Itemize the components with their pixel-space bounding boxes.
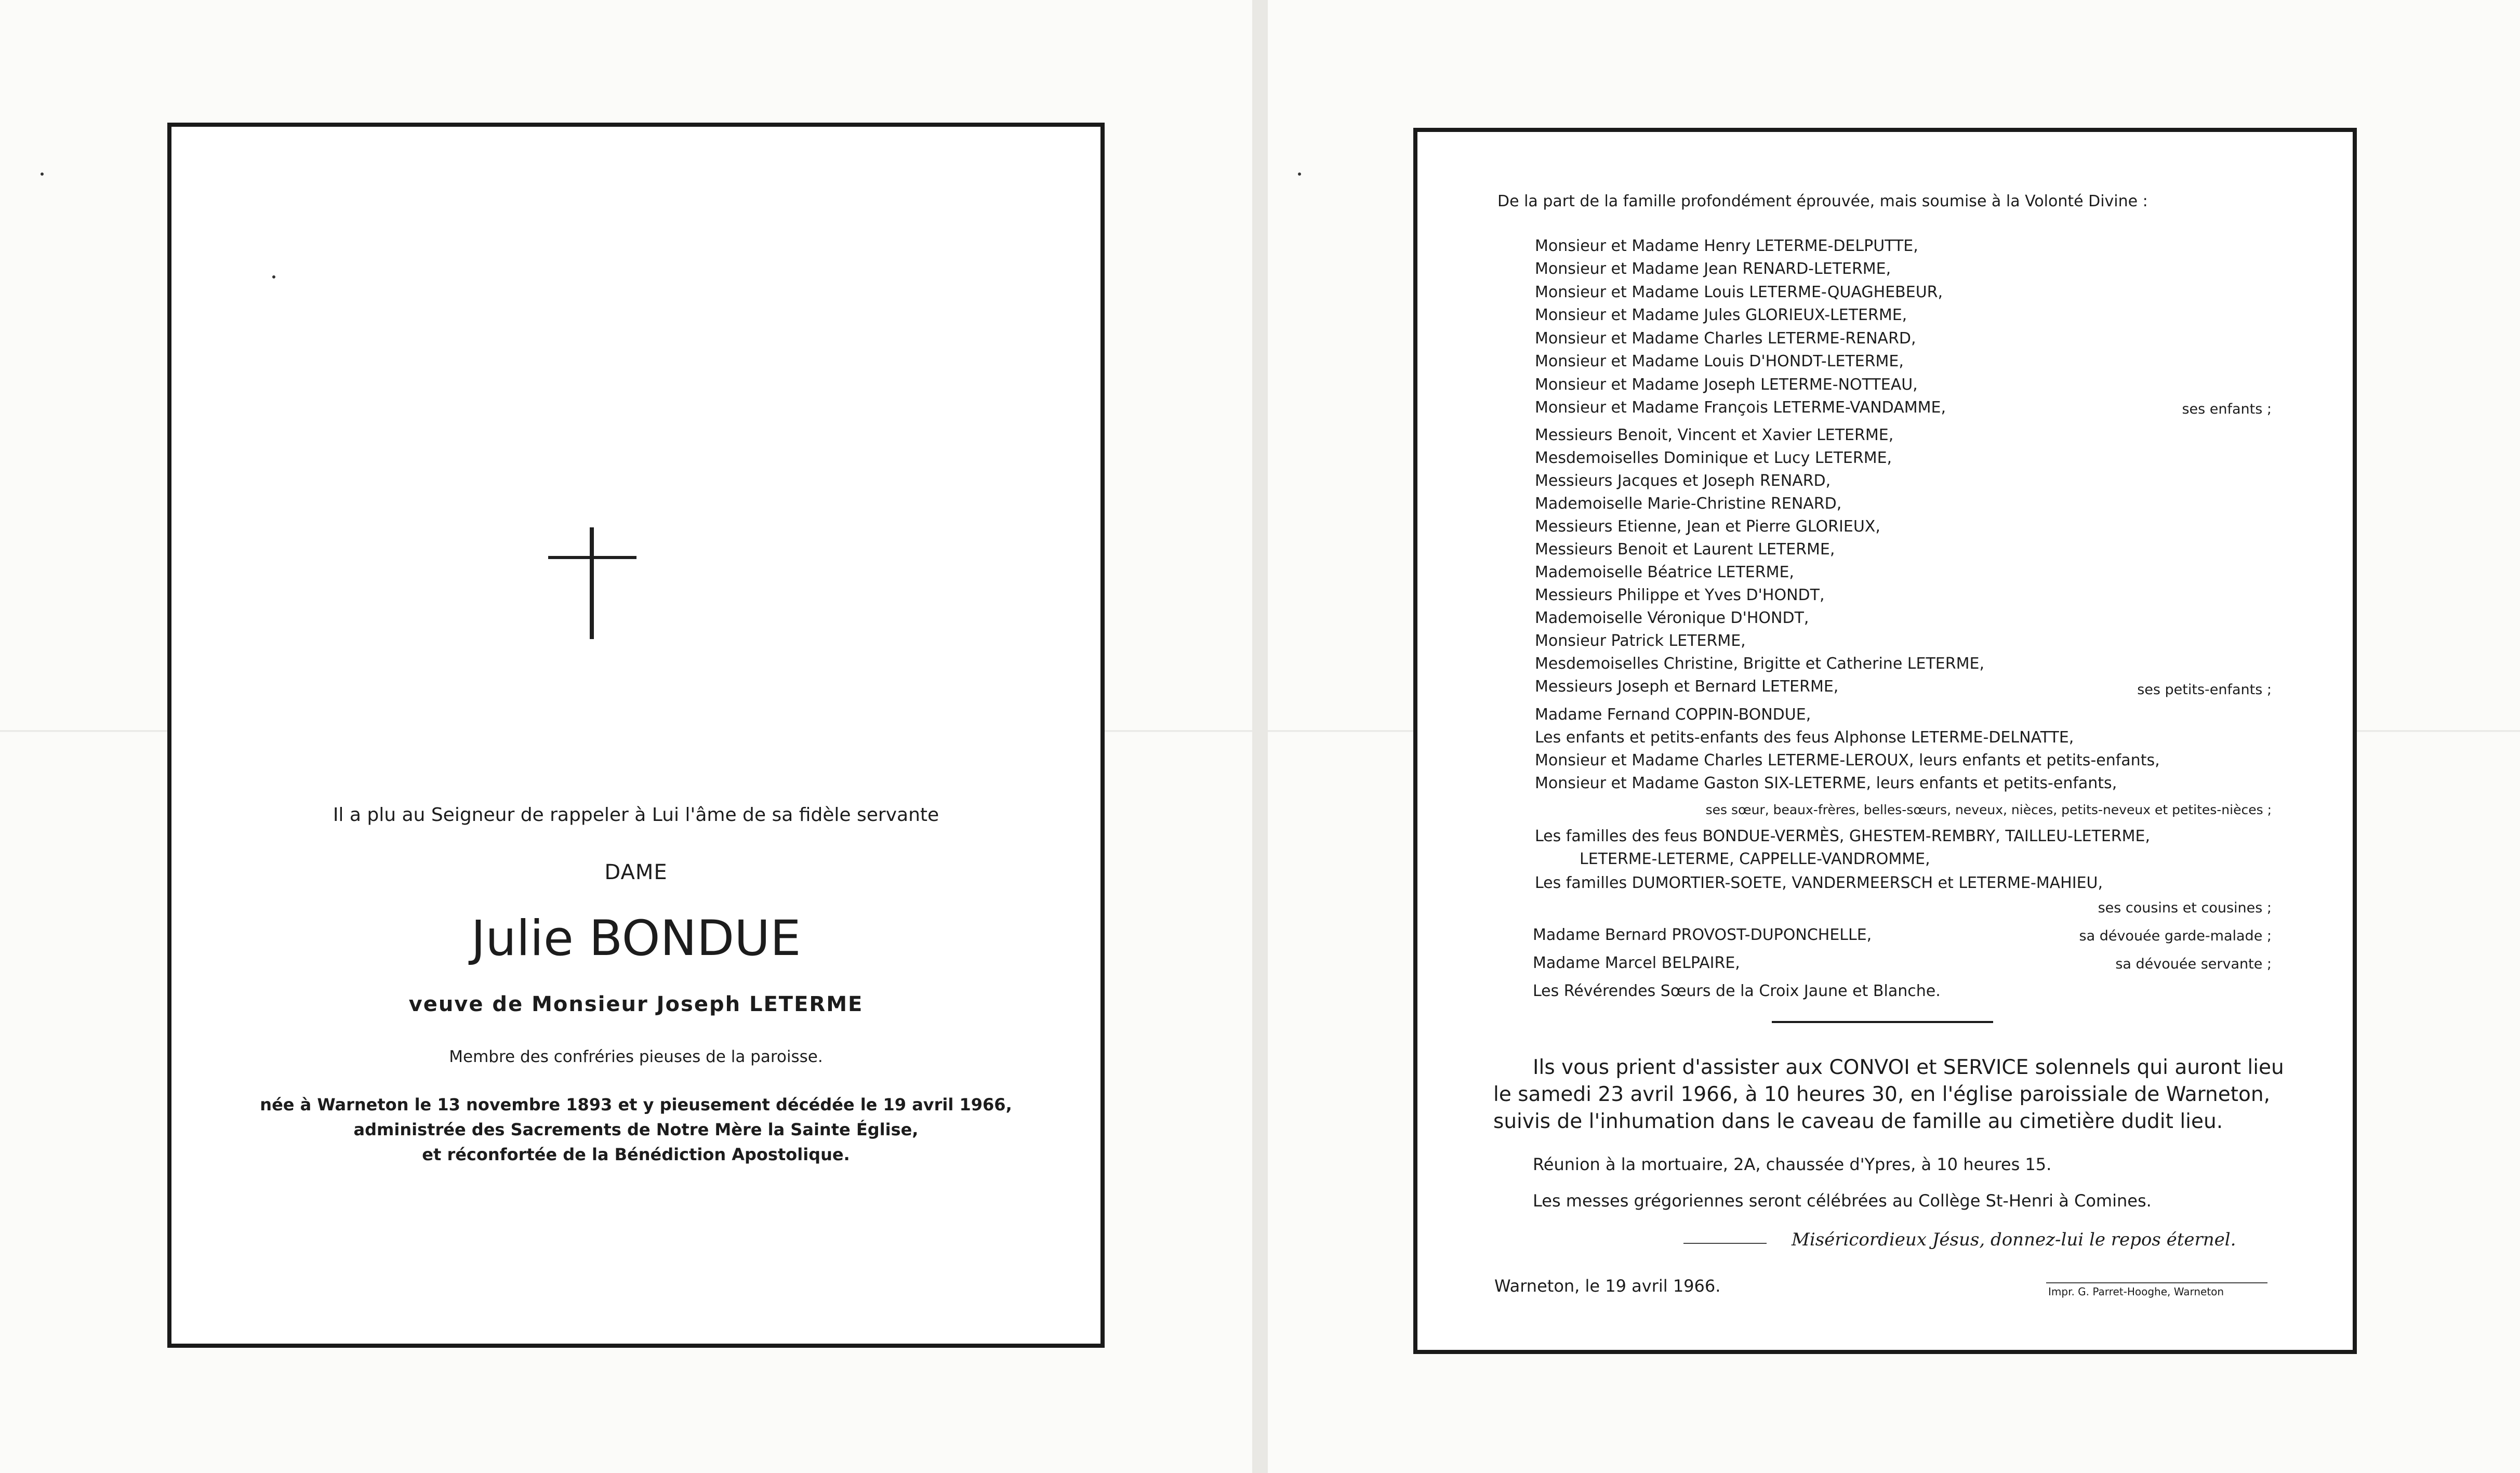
children-line: Monsieur et Madame François LETERME-VANDAMME, (1535, 399, 1946, 417)
speck (41, 172, 44, 176)
grandchild-line: Mademoiselle Marie-Christine RENARD, (1535, 495, 1842, 513)
grandchild-line: Mademoiselle Béatrice LETERME, (1535, 563, 1794, 581)
cousins-line: LETERME-LETERME, CAPPELLE-VANDROMME, (1580, 850, 1930, 868)
prayer-rule (1683, 1243, 1767, 1244)
siblings-tag: ses sœur, beaux-frères, belles-sœurs, neveux, nièces, petits-neveux et petites-nièces ; (1705, 802, 2272, 817)
masses-line: Les messes grégoriennes seront célébrées au Collège St-Henri à Comines. (1533, 1191, 2152, 1211)
grandchild-line: Mademoiselle Véronique D'HONDT, (1535, 609, 1809, 627)
children-line: Monsieur et Madame Charles LETERME-RENARD, (1535, 329, 1916, 348)
children-line: Monsieur et Madame Henry LETERME-DELPUTTE, (1535, 237, 1918, 255)
children-line: Monsieur et Madame Jean RENARD-LETERME, (1535, 260, 1891, 278)
sisters-line: Les Révérendes Sœurs de la Croix Jaune et Blanche. (1533, 982, 1941, 1000)
children-line: Monsieur et Madame Louis D'HONDT-LETERME, (1535, 352, 1904, 370)
meeting-line: Réunion à la mortuaire, 2A, chaussée d'Ypres, à 10 heures 15. (1533, 1154, 2052, 1174)
grandchild-line: Messieurs Benoit, Vincent et Xavier LETERME, (1535, 426, 1894, 444)
grandchildren-tag: ses petits-enfants ; (2137, 682, 2272, 698)
first-name: Julie (471, 910, 574, 967)
children-line: Monsieur et Madame Louis LETERME-QUAGHEBEUR, (1535, 283, 1943, 301)
cousins-tag: ses cousins et cousines ; (2098, 900, 2272, 916)
speck (1298, 172, 1301, 176)
cousins-line: Les familles des feus BONDUE-VERMÈS, GHESTEM-REMBRY, TAILLEU-LETERME, (1535, 827, 2151, 845)
intro-text: Il a plu au Seigneur de rappeler à Lui l'âme de sa fidèle servante (333, 804, 939, 826)
grandchild-line: Messieurs Benoit et Laurent LETERME, (1535, 540, 1835, 559)
servant-line: Madame Marcel BELPAIRE, (1533, 954, 1740, 972)
title-dame: DAME (604, 860, 668, 884)
servant-tag: sa dévouée servante ; (2115, 956, 2272, 972)
printer-rule (2046, 1282, 2267, 1283)
nurse-line: Madame Bernard PROVOST-DUPONCHELLE, (1533, 926, 1872, 944)
children-line: Monsieur et Madame Joseph LETERME-NOTTEAU, (1535, 376, 1918, 394)
details-line: administrée des Sacrements de Notre Mère la Sainte Église, (353, 1120, 919, 1139)
grandchild-line: Messieurs Jacques et Joseph RENARD, (1535, 472, 1831, 490)
details-line: née à Warneton le 13 novembre 1893 et y pieusement décédée le 19 avril 1966, (260, 1095, 1012, 1114)
invitation-line: le samedi 23 avril 1966, à 10 heures 30, en l'église paroissiale de Warneton, (1493, 1083, 2270, 1106)
invitation-line: suivis de l'inhumation dans le caveau de famille au cimetière dudit lieu. (1493, 1110, 2223, 1133)
cousins-line: Les familles DUMORTIER-SOETE, VANDERMEERSCH et LETERME-MAHIEU, (1535, 874, 2103, 892)
grandchild-line: Mesdemoiselles Christine, Brigitte et Catherine LETERME, (1535, 655, 1984, 673)
heading: De la part de la famille profondément éprouvée, mais soumise à la Volonté Divine : (1497, 192, 2148, 210)
children-line: Monsieur et Madame Jules GLORIEUX-LETERME, (1535, 306, 1907, 324)
printer-credit: Impr. G. Parret-Hooghe, Warneton (2048, 1285, 2224, 1298)
nurse-tag: sa dévouée garde-malade ; (2079, 928, 2272, 944)
grandchild-line: Messieurs Etienne, Jean et Pierre GLORIEUX, (1535, 517, 1880, 536)
grandchild-line: Messieurs Joseph et Bernard LETERME, (1535, 678, 1839, 696)
prayer-line: Miséricordieux Jésus, donnez-lui le repos éternel. (1792, 1229, 2236, 1250)
sibling-line: Madame Fernand COPPIN-BONDUE, (1535, 706, 1811, 724)
widow-line: veuve de Monsieur Joseph LETERME (408, 992, 864, 1016)
deceased-name (167, 910, 1105, 967)
separator-rule (1772, 1021, 1993, 1023)
grandchild-line: Monsieur Patrick LETERME, (1535, 632, 1746, 650)
speck (272, 275, 275, 278)
place-date: Warneton, le 19 avril 1966. (1494, 1276, 1721, 1296)
sibling-line: Les enfants et petits-enfants des feus Alphonse LETERME-DELNATTE, (1535, 728, 2074, 747)
sibling-line: Monsieur et Madame Charles LETERME-LEROUX, leurs enfants et petits-enfants, (1535, 751, 2160, 769)
grandchild-line: Messieurs Philippe et Yves D'HONDT, (1535, 586, 1825, 604)
children-tag: ses enfants ; (2182, 401, 2272, 417)
last-name: BONDUE (589, 910, 801, 967)
membership-line: Membre des confréries pieuses de la paroisse. (449, 1047, 823, 1066)
cross-icon (548, 527, 636, 639)
invitation-line: Ils vous prient d'assister aux CONVOI et SERVICE solennels qui auront lieu (1533, 1056, 2284, 1079)
details-block (167, 1092, 1105, 1167)
sibling-line: Monsieur et Madame Gaston SIX-LETERME, leurs enfants et petits-enfants, (1535, 774, 2117, 792)
grandchild-line: Mesdemoiselles Dominique et Lucy LETERME, (1535, 449, 1892, 467)
details-line: et réconfortée de la Bénédiction Apostolique. (422, 1145, 850, 1164)
